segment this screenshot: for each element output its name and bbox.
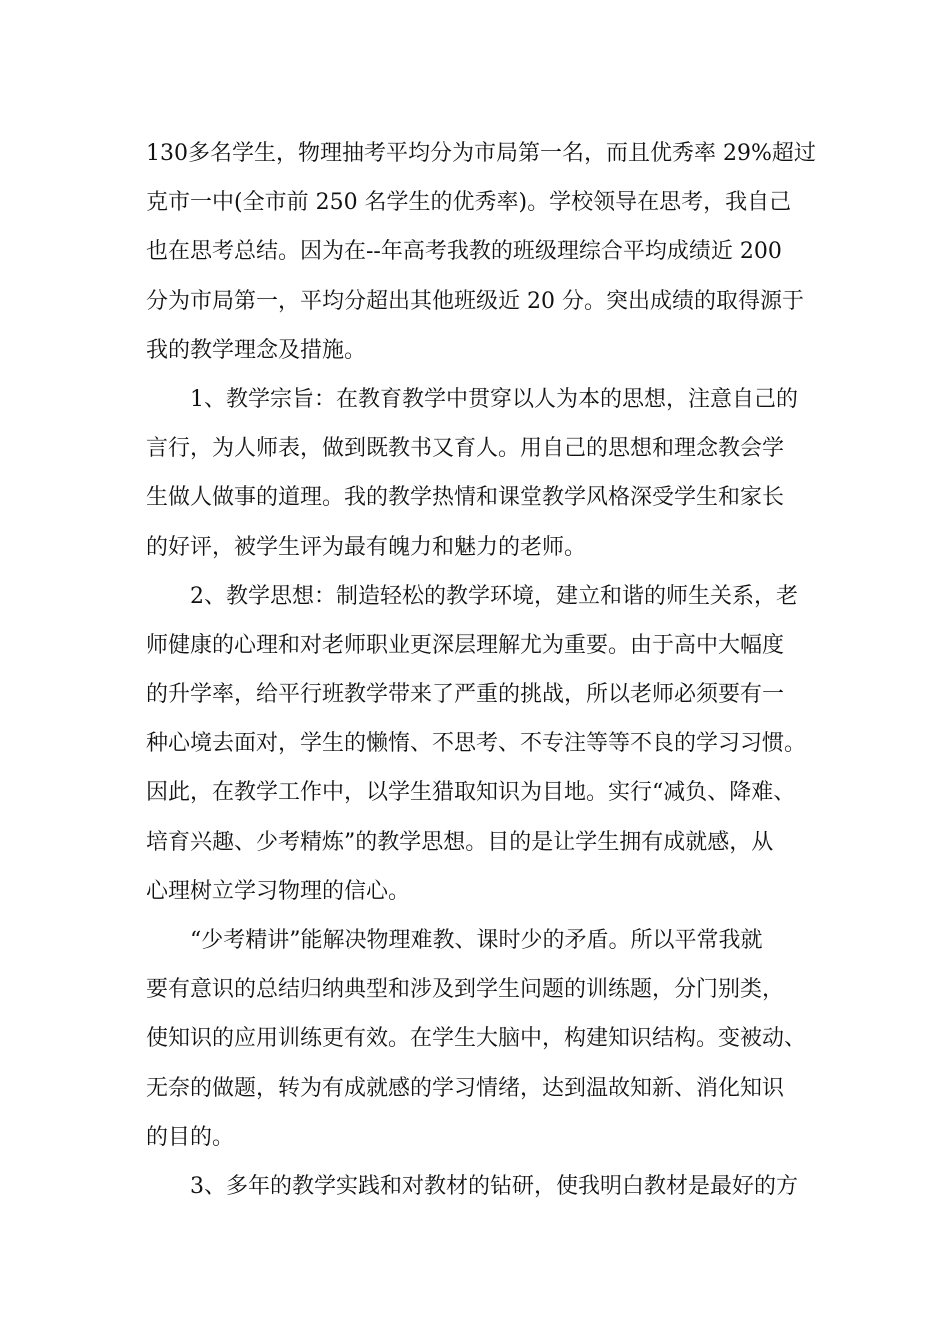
text-line: 言行，为人师表，做到既教书又育人。用自己的思想和理念教会学 xyxy=(146,436,785,462)
body-text xyxy=(146,129,816,1211)
text-line: 心理树立学习物理的信心。 xyxy=(146,878,411,904)
paragraph-2-line: 2、教学思想：制造轻松的教学环境，建立和谐的师生关系，老 xyxy=(146,583,798,609)
text-line: 生做人做事的道理。我的教学热情和课堂教学风格深受学生和家长 xyxy=(146,485,785,511)
text-line: 师健康的心理和对老师职业更深层理解尤为重要。由于高中大幅度 xyxy=(146,632,785,658)
text-line: 无奈的做题，转为有成就感的学习情绪，达到温故知新、消化知识 xyxy=(146,1075,785,1101)
text-line: 的好评，被学生评为最有魄力和魅力的老师。 xyxy=(146,534,587,560)
text-line: 种心境去面对，学生的懒惰、不思考、不专注等等不良的学习习惯。 xyxy=(146,731,807,757)
text-line: 也在思考总结。因为在--年高考我教的班级理综合平均成绩近 200 xyxy=(146,239,782,265)
paragraph-3-line: 3、多年的教学实践和对教材的钻研，使我明白教材是最好的方 xyxy=(146,1173,798,1199)
text-line: 克市一中(全市前 250 名学生的优秀率)。学校领导在思考，我自己 xyxy=(146,190,792,216)
text-line: 要有意识的总结归纳典型和涉及到学生问题的训练题，分门别类， xyxy=(146,977,785,1003)
paragraph-quote-line: “少考精讲”能解决物理难教、课时少的矛盾。所以平常我就 xyxy=(146,928,763,953)
text-line: 因此，在教学工作中，以学生猎取知识为目地。实行“减负、降难、 xyxy=(146,780,796,806)
text-line: 的目的。 xyxy=(146,1124,235,1150)
text-line: 我的教学理念及措施。 xyxy=(146,337,367,363)
text-line: 培育兴趣、少考精炼”的教学思想。目的是让学生拥有成就感，从 xyxy=(146,829,774,855)
text-line: 分为市局第一，平均分超出其他班级近 20 分。突出成绩的取得源于 xyxy=(146,288,804,314)
text-line: 使知识的应用训练更有效。在学生大脑中，构建知识结构。变被动、 xyxy=(146,1026,807,1052)
paragraph-1-line: 1、教学宗旨：在教育教学中贯穿以人为本的思想，注意自己的 xyxy=(146,386,798,412)
text-line: 的升学率，给平行班教学带来了严重的挑战，所以老师必须要有一 xyxy=(146,682,785,708)
text-line: 130多名学生，物理抽考平均分为市局第一名，而且优秀率 29%超过 xyxy=(146,141,816,166)
